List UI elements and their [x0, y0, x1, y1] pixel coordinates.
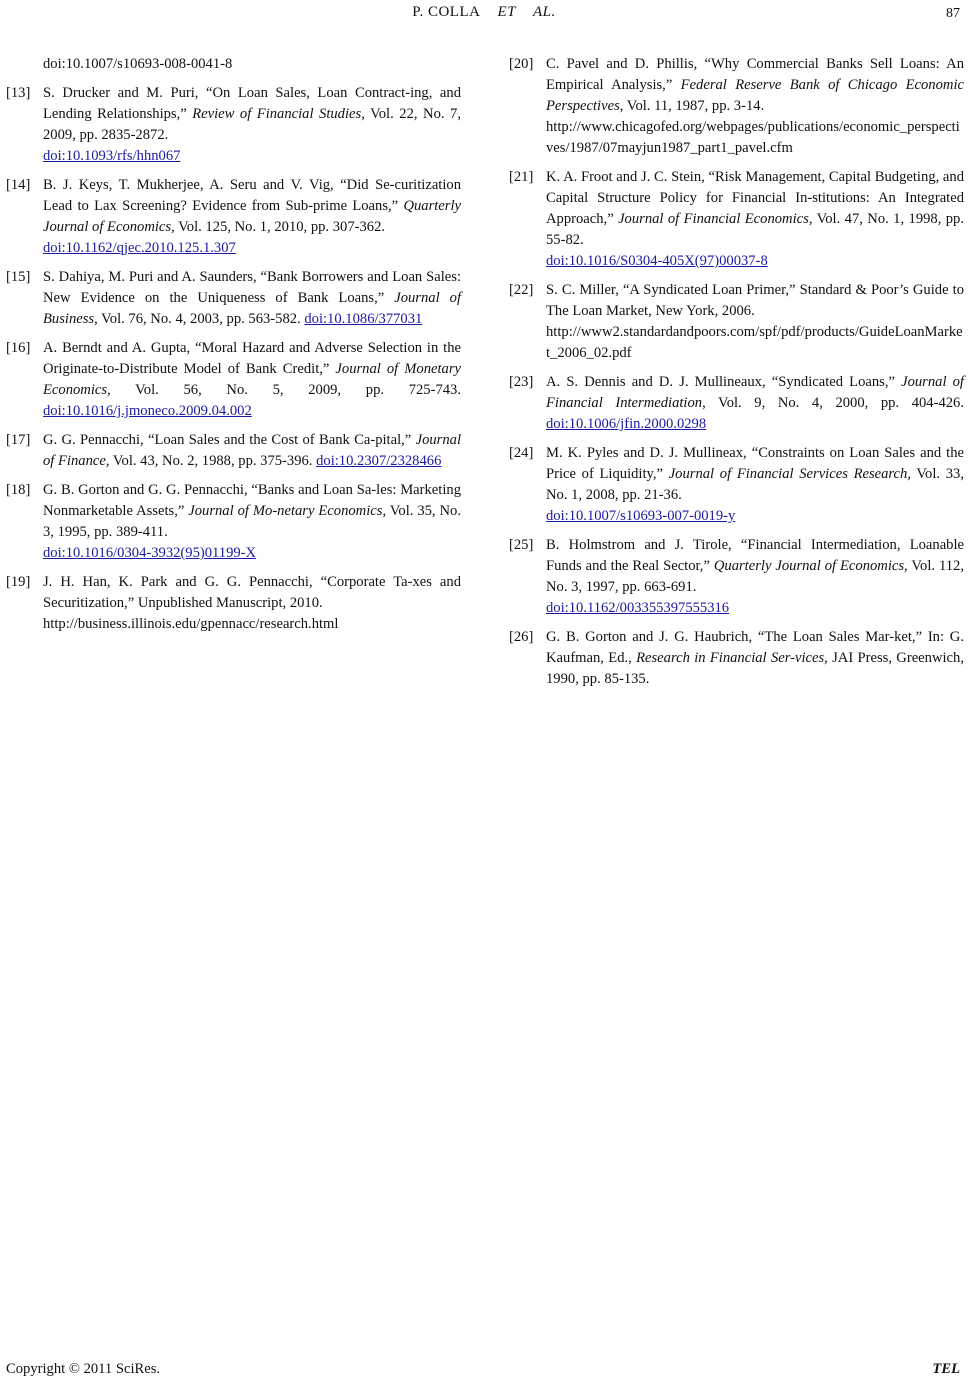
- left-column: [6, 54, 461, 643]
- reference-number: [21]: [509, 169, 534, 185]
- running-head-et: ET: [497, 4, 516, 20]
- journal-title: Journal of Financial Services Research: [668, 466, 908, 482]
- right-column: [509, 54, 964, 698]
- doi-link[interactable]: doi:10.1007/s10693-007-0019-y: [546, 508, 736, 524]
- reference-text: K. A. Froot and J. C. Stein, “Risk Management, Capital Budgeting, and Capital Structure Policy for Financial In-stitutions: An Integrated Approach,”: [546, 169, 964, 227]
- reference-25: [509, 535, 964, 619]
- reference-text: C. Pavel and D. Phillis, “Why Commercial Banks Sell Loans: An Empirical Analysis,”: [546, 56, 964, 93]
- reference-text: S. Drucker and M. Puri, “On Loan Sales, Loan Contract-ing, and Lending Relationships,”: [43, 85, 461, 122]
- journal-abbreviation: TEL: [932, 1361, 960, 1377]
- reference-text: S. Dahiya, M. Puri and A. Saunders, “Bank Borrowers and Loan Sales: New Evidence on the Uniqueness of Bank Loans,”: [43, 269, 461, 306]
- running-head-authors: P. COLLA: [412, 4, 481, 20]
- reference-text: B. J. Keys, T. Mukherjee, A. Seru and V. Vig, “Did Se-curitization Lead to Lax Screening? Evidence from Sub-prime Loans,”: [43, 177, 461, 214]
- reference-text: B. Holmstrom and J. Tirole, “Financial Intermediation, Loanable Funds and the Real Sector,”: [546, 537, 964, 574]
- reference-21: [509, 167, 964, 272]
- reference-13: [6, 83, 461, 167]
- reference-number: [16]: [6, 340, 31, 356]
- reference-text: M. K. Pyles and D. J. Mullineax, “Constraints on Loan Sales and the Price of Liquidity,”: [546, 445, 964, 482]
- reference-url[interactable]: http://business.illinois.edu/gpennacc/research.html: [43, 616, 339, 632]
- reference-details: , Vol. 112, No. 3, 1997, pp. 663-691.: [546, 558, 964, 595]
- reference-22: [509, 280, 964, 364]
- reference-text: G. B. Gorton and J. G. Haubrich, “The Loan Sales Mar-ket,” In: G. Kaufman, Ed.,: [546, 629, 964, 666]
- running-head-al: AL.: [532, 4, 556, 20]
- reference-number: [18]: [6, 482, 31, 498]
- journal-title: Journal of Financial Economics: [618, 211, 809, 227]
- reference-details: , Vol. 33, No. 1, 2008, pp. 21-36.: [546, 466, 964, 503]
- reference-23: [509, 372, 964, 435]
- reference-number: [14]: [6, 177, 31, 193]
- journal-title: Journal of Monetary Economics: [43, 361, 461, 398]
- reference-24: [509, 443, 964, 527]
- journal-title: Journal of Financial Intermediation: [546, 374, 964, 411]
- journal-title: Quarterly Journal of Economics: [713, 558, 905, 574]
- journal-title: Research in Financial Ser-vices: [636, 650, 825, 666]
- reference-url[interactable]: http://www2.standardandpoors.com/spf/pdf/products/GuideLoanMarket_2006_02.pdf: [546, 324, 963, 361]
- reference-number: [13]: [6, 85, 31, 101]
- reference-19: [6, 572, 461, 635]
- doi-link[interactable]: doi:10.1162/qjec.2010.125.1.307: [43, 240, 236, 256]
- doi-link[interactable]: doi:10.1086/377031: [304, 311, 423, 327]
- reference-17: [6, 430, 461, 472]
- journal-title: Journal of Mo-netary Economics: [188, 503, 383, 519]
- journal-title: Review of Financial Studies: [192, 106, 362, 122]
- continued-reference: [6, 54, 461, 75]
- reference-text: G. G. Pennacchi, “Loan Sales and the Cost of Bank Ca-pital,”: [43, 432, 416, 448]
- reference-text: G. B. Gorton and G. G. Pennacchi, “Banks and Loan Sa-les: Marketing Nonmarketable Assets,”: [43, 482, 461, 519]
- reference-number: [17]: [6, 432, 31, 448]
- reference-details: , Vol. 9, No. 4, 2000, pp. 404-426.: [702, 395, 964, 411]
- reference-text: A. Berndt and A. Gupta, “Moral Hazard and Adverse Selection in the Originate-to-Distribute Model of Bank Credit,”: [43, 340, 461, 377]
- reference-details: , JAI Press, Greenwich, 1990, pp. 85-135.: [546, 650, 964, 687]
- reference-number: [23]: [509, 374, 534, 390]
- reference-number: [22]: [509, 282, 534, 298]
- reference-url[interactable]: http://www.chicagofed.org/webpages/publications/economic_perspectives/1987/07mayjun1987_part1_pavel.cfm: [546, 119, 960, 156]
- doi-link[interactable]: doi:10.1162/003355397555316: [546, 600, 730, 616]
- doi-link[interactable]: doi:10.1007/s10693-008-0041-8: [43, 56, 233, 72]
- reference-14: [6, 175, 461, 259]
- reference-15: [6, 267, 461, 330]
- reference-18: [6, 480, 461, 564]
- reference-text: J. H. Han, K. Park and G. G. Pennacchi, “Corporate Ta-xes and Securitization,” Unpublished Manuscript, 2010.: [43, 574, 461, 611]
- doi-link[interactable]: doi:10.1006/jfin.2000.0298: [546, 416, 707, 432]
- reference-details: , Vol. 35, No. 3, 1995, pp. 389-411.: [43, 503, 462, 540]
- reference-26: [509, 627, 964, 690]
- copyright-notice: Copyright © 2011 SciRes.: [6, 1361, 161, 1377]
- reference-number: [20]: [509, 56, 534, 72]
- reference-number: [19]: [6, 574, 31, 590]
- reference-details: , Vol. 125, No. 1, 2010, pp. 307-362.: [171, 219, 386, 235]
- reference-details: , Vol. 22, No. 7, 2009, pp. 2835-2872.: [43, 106, 461, 143]
- journal-title: Quarterly Journal of Economics: [43, 198, 461, 235]
- doi-link[interactable]: doi:10.1093/rfs/hhn067: [43, 148, 181, 164]
- reference-details: , Vol. 47, No. 1, 1998, pp. 55-82.: [546, 211, 964, 248]
- reference-text: S. C. Miller, “A Syndicated Loan Primer,” Standard & Poor’s Guide to The Loan Market, New York, 2006.: [546, 282, 964, 319]
- reference-20: [509, 54, 964, 159]
- reference-details: , Vol. 76, No. 4, 2003, pp. 563-582.: [94, 311, 305, 327]
- running-head: [0, 4, 968, 21]
- reference-details: , Vol. 11, 1987, pp. 3-14.: [619, 98, 765, 114]
- reference-number: [26]: [509, 629, 534, 645]
- doi-link[interactable]: doi:10.1016/0304-3932(95)01199-X: [43, 545, 257, 561]
- journal-title: Journal of Finance: [43, 432, 461, 469]
- reference-16: [6, 338, 461, 422]
- reference-details: , Vol. 56, No. 5, 2009, pp. 725-743.: [107, 382, 461, 398]
- reference-number: [15]: [6, 269, 31, 285]
- reference-details: , Vol. 43, No. 2, 1988, pp. 375-396.: [105, 453, 317, 469]
- reference-text: A. S. Dennis and D. J. Mullineaux, “Syndicated Loans,”: [546, 374, 902, 390]
- journal-title: Journal of Business: [43, 290, 461, 327]
- page-number: 87: [946, 6, 960, 21]
- reference-number: [25]: [509, 537, 534, 553]
- doi-link[interactable]: doi:10.1016/S0304-405X(97)00037-8: [546, 253, 768, 269]
- journal-title: Federal Reserve Bank of Chicago Economic Perspectives: [546, 77, 964, 114]
- doi-link[interactable]: doi:10.1016/j.jmoneco.2009.04.002: [43, 403, 252, 419]
- doi-link[interactable]: doi:10.2307/2328466: [316, 453, 442, 469]
- reference-number: [24]: [509, 445, 534, 461]
